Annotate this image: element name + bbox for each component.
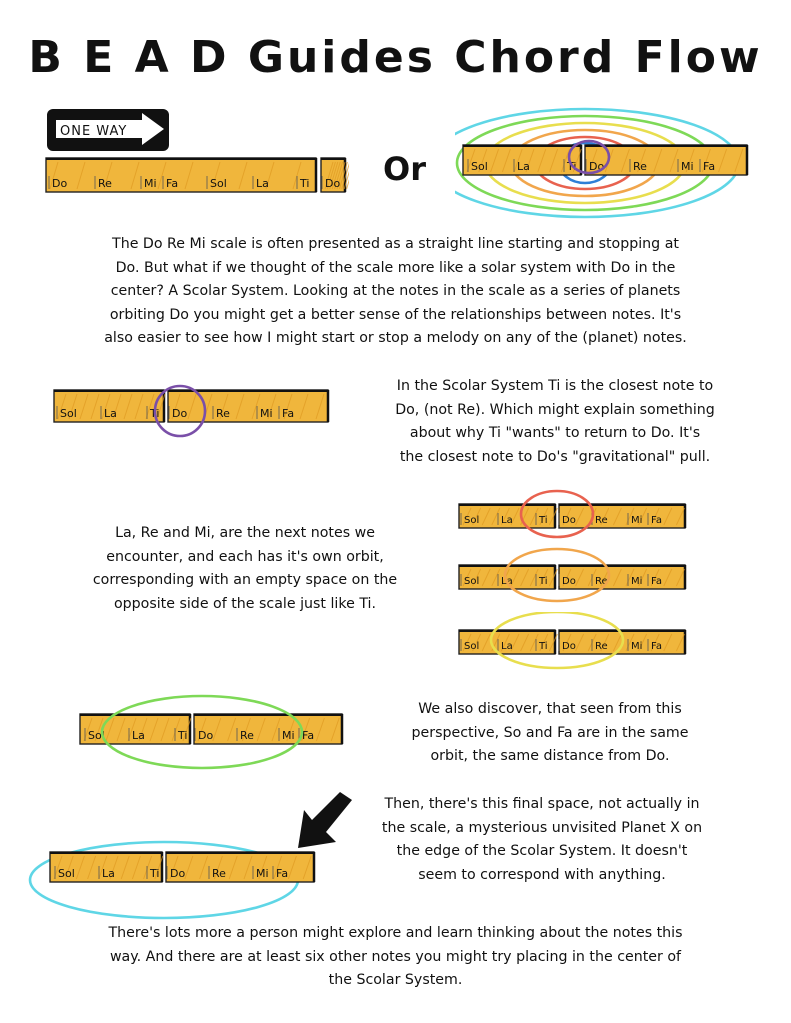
note-label: Do <box>52 177 68 190</box>
note-label: Sol <box>464 641 480 652</box>
linear-scale-end <box>321 158 349 192</box>
note-label: Re <box>633 160 647 173</box>
page-title: B E A D Guides Chord Flow <box>28 32 763 83</box>
planet-x-diagram <box>14 836 334 922</box>
text-line: Do. But what if we thought of the scale more like a solar system with Do in the <box>115 259 676 276</box>
la-orbit-diagram <box>455 486 695 548</box>
text-line: encounter, and each has it's own orbit, <box>106 548 384 565</box>
note-label: Sol <box>210 177 227 190</box>
text-line: center? A Scolar System. Looking at the notes in the scale as a series of planets <box>110 283 681 299</box>
linear-scale <box>44 154 349 196</box>
text-line: the scale, a mysterious unvisited Planet X on <box>381 819 703 836</box>
planet-x-paragraph <box>342 793 742 887</box>
note-label: Sol <box>464 576 480 587</box>
note-label: Mi <box>631 515 643 526</box>
note-label: Do <box>198 729 214 742</box>
text-line: also easier to see how I might start or stop a melody on any of the (planet) notes. <box>104 330 687 346</box>
note-label: Do <box>589 160 605 173</box>
note-label: Sol <box>471 160 488 173</box>
text-line: seem to correspond with anything. <box>418 866 666 883</box>
note-label: Sol <box>60 407 77 420</box>
note-label: Ti <box>150 867 160 880</box>
note-label: Sol <box>58 867 75 880</box>
note-label: Do <box>172 407 188 420</box>
scale-bar-right <box>559 504 685 528</box>
note-label: Fa <box>651 576 662 587</box>
scale-bar-left <box>459 504 557 528</box>
note-label: Ti <box>539 515 548 526</box>
scale-bar-right <box>166 852 314 882</box>
note-label: La <box>517 160 530 173</box>
text-line: The Do Re Mi scale is often presented as a straight line starting and stopping at <box>112 236 679 252</box>
text-line: corresponding with an empty space on the <box>92 572 398 588</box>
scale-bar-left <box>463 145 581 175</box>
note-label: Fa <box>276 867 289 880</box>
intro-paragraph <box>30 233 761 351</box>
note-label: Ti <box>150 407 160 420</box>
text-line: way. And there are at least six other notes you might try placing in the center of <box>109 948 682 965</box>
note-label: La <box>256 177 269 190</box>
note-label: Do <box>562 576 576 587</box>
note-label: Mi <box>631 641 643 652</box>
scale-bar-left <box>80 714 191 744</box>
text-line: the edge of the Scolar System. It doesn't <box>396 843 688 859</box>
note-label: Mi <box>282 729 295 742</box>
text-line: orbit, the same distance from Do. <box>430 748 670 764</box>
text-line: perspective, So and Fa are in the same <box>411 724 689 741</box>
note-label: Do <box>562 641 576 652</box>
note-label: Mi <box>260 407 273 420</box>
outro-paragraph <box>30 922 761 993</box>
text-line: In the Scolar System Ti is the closest note to <box>396 378 714 394</box>
note-label: Re <box>595 576 608 587</box>
scale-bar-left <box>54 390 165 422</box>
note-label: La <box>501 515 513 526</box>
text-line: orbiting Do you might get a better sense of the relationships between notes. It's <box>109 306 682 323</box>
note-label: Sol <box>88 729 105 742</box>
scale-bar-left <box>50 852 163 882</box>
note-label: Sol <box>464 515 480 526</box>
scale-bar-right <box>168 390 328 422</box>
note-label: Ti <box>300 177 310 190</box>
note-label: Ti <box>539 576 548 587</box>
ti-diagram <box>50 378 340 440</box>
scolar-system <box>455 97 775 223</box>
note-label: Re <box>240 729 254 742</box>
note-label: Fa <box>166 177 179 190</box>
note-label: La <box>501 641 513 652</box>
or-word: Or <box>383 150 426 188</box>
sol-fa-paragraph <box>370 698 730 769</box>
note-label: Ti <box>539 641 548 652</box>
re-orbit-diagram <box>455 547 695 609</box>
note-label: Fa <box>651 641 662 652</box>
text-line: Then, there's this final space, not actually in <box>384 796 700 812</box>
note-label: Mi <box>144 177 157 190</box>
note-label: Mi <box>681 160 694 173</box>
scale-bar-right <box>194 714 342 744</box>
note-label: Ti <box>178 729 188 742</box>
note-label: Fa <box>302 729 315 742</box>
note-label: Ti <box>567 160 577 173</box>
one-way-sign <box>46 108 170 152</box>
note-label: Mi <box>256 867 269 880</box>
scale-bar-left <box>459 630 557 654</box>
text-line: opposite side of the scale just like Ti. <box>113 595 377 612</box>
text-line: There's lots more a person might explore and learn thinking about the notes this <box>108 925 683 941</box>
note-label: Do <box>325 177 341 190</box>
note-label: Re <box>595 515 608 526</box>
note-label: La <box>132 729 145 742</box>
one-way-label: ONE WAY <box>60 124 128 139</box>
text-line: We also discover, that seen from this <box>418 701 682 717</box>
text-line: the Scolar System. <box>328 972 463 988</box>
note-label: La <box>104 407 117 420</box>
note-label: Mi <box>631 576 643 587</box>
note-label: La <box>501 576 513 587</box>
mi-orbit-diagram <box>455 612 695 674</box>
text-line: La, Re and Mi, are the next notes we <box>115 525 375 541</box>
note-label: Fa <box>282 407 295 420</box>
text-line: Do, (not Re). Which might explain something <box>395 401 715 418</box>
note-label: Do <box>562 515 576 526</box>
note-label: Re <box>216 407 230 420</box>
linear-scale-bar <box>46 158 316 192</box>
note-label: Fa <box>651 515 662 526</box>
note-label: Re <box>212 867 226 880</box>
sol-fa-diagram <box>76 690 348 776</box>
ti-paragraph <box>345 375 765 469</box>
note-label: Do <box>170 867 186 880</box>
note-label: Re <box>595 641 608 652</box>
la-re-mi-paragraph <box>50 522 440 616</box>
text-line: about why Ti "wants" to return to Do. It's <box>409 425 701 441</box>
note-label: La <box>102 867 115 880</box>
note-label: Re <box>98 177 112 190</box>
note-label: Fa <box>703 160 716 173</box>
scale-bar-right <box>559 565 685 589</box>
text-line: the closest note to Do's "gravitational" pull. <box>399 448 711 465</box>
